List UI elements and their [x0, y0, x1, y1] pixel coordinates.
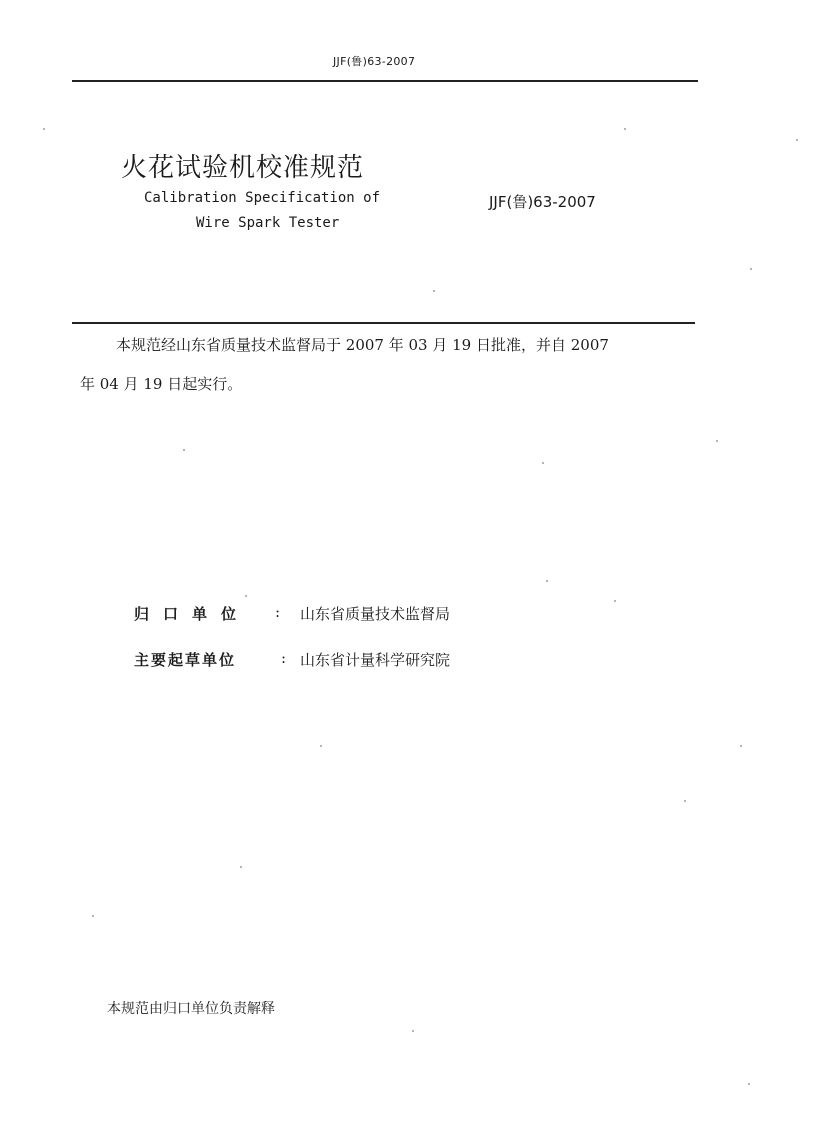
scan-speck [614, 600, 616, 602]
scan-speck [183, 449, 185, 451]
scan-speck [245, 595, 247, 597]
responsible-unit-label: 归口单位 [134, 605, 251, 623]
header-rule [72, 80, 698, 82]
running-header-code: JJF(鲁)63-2007 [333, 55, 416, 68]
interpretation-note: 本规范由归口单位负责解释 [107, 1001, 275, 1017]
scan-speck [546, 580, 548, 582]
drafting-unit-colon: : [281, 649, 287, 667]
approval-statement-line2: 年 04 月 19 日起实行。 [80, 375, 243, 393]
responsible-unit-colon: : [275, 603, 281, 621]
scan-speck [750, 268, 752, 270]
scan-speck [684, 800, 686, 802]
document-title-zh: 火花试验机校准规范 [121, 153, 365, 183]
scan-speck [716, 440, 718, 442]
scan-speck [796, 139, 798, 141]
scan-speck [624, 128, 626, 130]
document-title-en-line2: Wire Spark Tester [196, 215, 340, 231]
title-rule [72, 322, 695, 324]
scan-speck [412, 1030, 414, 1032]
scan-speck [740, 745, 742, 747]
scan-speck [92, 915, 94, 917]
document-code: JJF(鲁)63-2007 [489, 193, 596, 211]
scan-speck [748, 1083, 750, 1085]
responsible-unit-value: 山东省质量技术监督局 [300, 605, 451, 623]
drafting-unit-value: 山东省计量科学研究院 [300, 651, 451, 669]
drafting-unit-label: 主要起草单位 [134, 651, 237, 669]
approval-statement-line1: 本规范经山东省质量技术监督局于 2007 年 03 月 19 日批准，并自 2007 [116, 336, 609, 354]
scan-speck [542, 462, 544, 464]
scan-speck [320, 745, 322, 747]
document-title-en-line1: Calibration Specification of [144, 190, 381, 206]
scan-speck [240, 866, 242, 868]
scan-speck [433, 290, 435, 292]
scan-speck [43, 128, 45, 130]
